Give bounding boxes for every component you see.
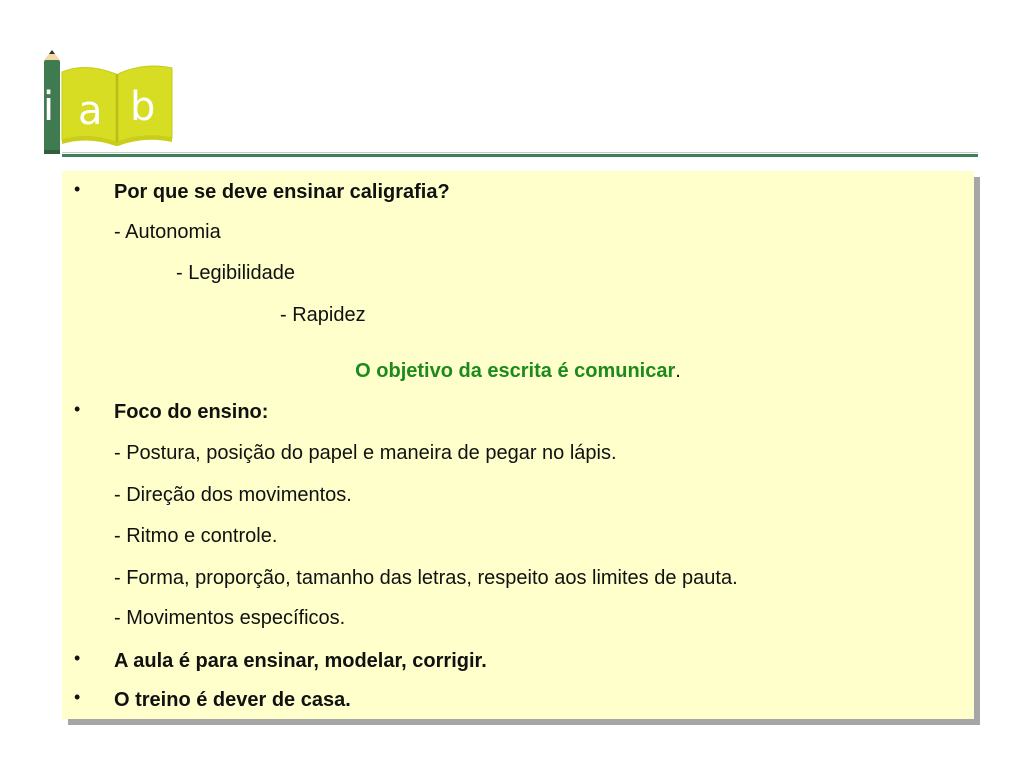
list-item-postura: - Postura, posição do papel e maneira de pegar no lápis. [114, 442, 617, 464]
content-box [62, 171, 974, 719]
book-pencil-icon [40, 50, 180, 160]
list-item-movimentos: - Movimentos específicos. [114, 607, 346, 629]
iab-logo [40, 50, 180, 160]
list-item-rapidez: - Rapidez [280, 304, 366, 326]
list-item-ritmo: - Ritmo e controle. [114, 525, 278, 547]
list-item-autonomia: - Autonomia [114, 221, 221, 243]
bullet-icon: • [74, 687, 81, 707]
logo-letter-a: a [78, 88, 103, 134]
bullet-icon: • [74, 399, 81, 419]
list-item-legibilidade: - Legibilidade [176, 262, 295, 284]
callout-text: O objetivo da escrita é comunicar [355, 360, 676, 382]
section-heading-caligrafia: Por que se deve ensinar caligrafia? [114, 181, 450, 203]
section-heading-aula: A aula é para ensinar, modelar, corrigir. [114, 650, 487, 672]
logo-letter-b: b [130, 84, 156, 130]
header-divider [62, 154, 978, 157]
bullet-icon: • [74, 648, 81, 668]
callout-period: . [675, 360, 681, 382]
section-heading-treino: O treino é dever de casa. [114, 689, 351, 711]
bullet-icon: • [74, 179, 81, 199]
list-item-direcao: - Direção dos movimentos. [114, 484, 352, 506]
section-heading-foco: Foco do ensino: [114, 401, 269, 423]
header-divider-highlight [62, 152, 978, 153]
logo-letter-i: i [43, 84, 55, 130]
callout-objetivo [62, 359, 974, 383]
list-item-forma: - Forma, proporção, tamanho das letras, respeito aos limites de pauta. [114, 567, 738, 589]
